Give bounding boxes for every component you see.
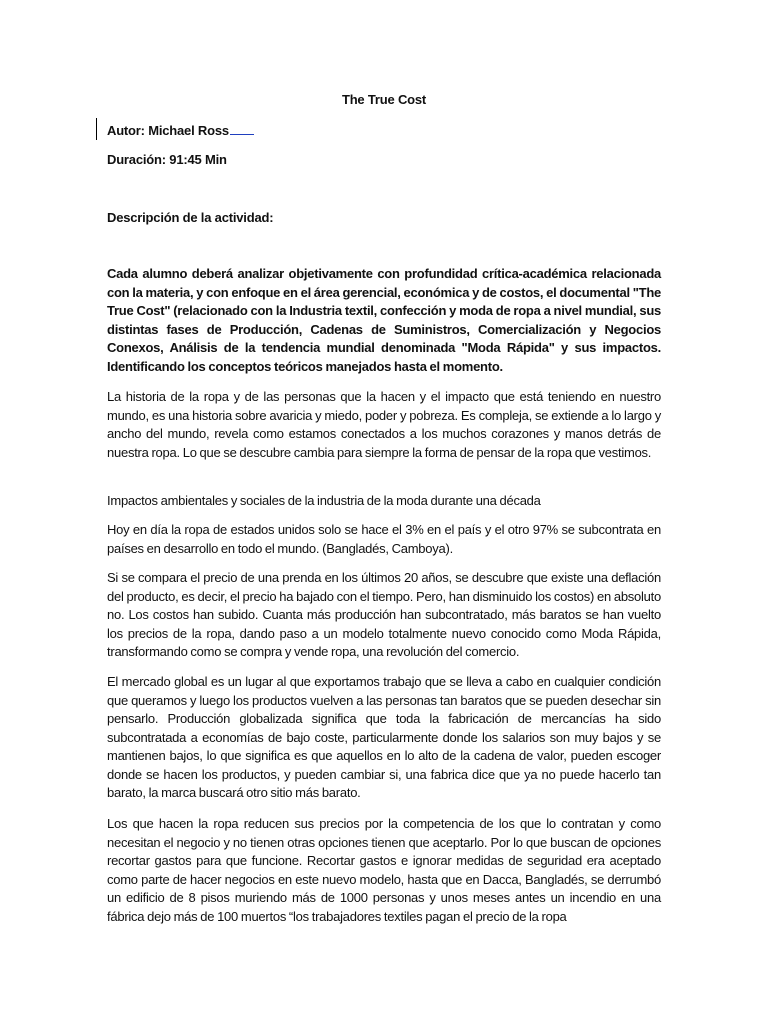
global-market-paragraph: El mercado global es un lugar al que exportamos trabajo que se lleva a cabo en cualquier condición que queramos y luego los productos vuelven a las personas tan baratos que se pueden desechar sin pensarlo. Producción globalizada significa que toda la fabricación de mercancías ha sido subcontratada a economías de bajo coste, particularmente donde los salarios son muy bajos y se mantienen bajos, lo que significa es que aquellos en lo alto de la cadena de valor, pueden escoger donde se hacen los productos, y pueden cambiar si, una fabrica dice que ya no puede hacerlo tan barato, la marca buscará otro sitio más barato. [107,674,661,800]
production-share-paragraph: Hoy en día la ropa de estados unidos solo se hace el 3% en el país y el otro 97% se subcontrata en países en desarrollo en todo el mundo. (Bangladés, Camboya). [107,522,661,556]
author-line [107,122,254,138]
duration-line: Duración: 91:45 Min [107,152,227,167]
history-paragraph: La historia de la ropa y de las personas que la hacen y el impacto que está teniendo en nuestro mundo, es una historia sobre avaricia y miedo, poder y pobreza. Es compleja, se extiende a lo largo y ancho del mundo, revela como estamos conectados a los muchos corazones y manos detrás de nuestra ropa. Lo que se descubre cambia para siempre la forma de pensar de la ropa que vestimos. [107,389,661,460]
document-title: The True Cost [341,92,427,107]
author-underline-blank [230,122,254,135]
text-cursor [96,118,97,140]
price-deflation-paragraph: Si se compara el precio de una prenda en los últimos 20 años, se descubre que existe una deflación del producto, es decir, el precio ha bajado con el tiempo. Pero, han disminuido los costos) en absoluto no. Los costos han subido. Cuanta más producción han subcontratado, más baratos se han vuelto los precios de la ropa, dando paso a un modelo totalmente nuevo conocido como Moda Rápida, transformando como se compra y vende ropa, una revolución del comercio. [107,570,661,659]
author-text: Autor: Michael Ross [107,123,229,138]
garment-makers-paragraph: Los que hacen la ropa reducen sus precios por la competencia de los que lo contratan y como necesitan el negocio y no tienen otras opciones tienen que aceptarlo. Por lo que buscan de opciones recortar gastos para que funcione. Recortar gastos e ignorar medidas de seguridad era aceptado como parte de hacer negocios en este nuevo modelo, hasta que en Dacca, Bangladés, se derrumbó un edificio de 8 pisos muriendo más de 1000 personas y unos meses antes un incendio en una fábrica dejo más de 100 muertos “los trabajadores textiles pagan el precio de la ropa [107,816,661,924]
activity-heading: Descripción de la actividad: [107,210,274,225]
impacts-subtitle: Impactos ambientales y sociales de la industria de la moda durante una década [107,493,541,508]
activity-description-paragraph: Cada alumno deberá analizar objetivamente con profundidad crítica-académica relacionada con la materia, y con enfoque en el área gerencial, económica y de costos, el documental "The True Cost" (relacionado con la Industria textil, confección y moda de ropa a nivel mundial, sus distintas fases de Producción, Cadenas de Suministros, Comercialización y Negocios Conexos, Análisis de la tendencia mundial denominada "Moda Rápida" y sus impactos. Identificando los conceptos teóricos manejados hasta el momento. [107,266,661,374]
